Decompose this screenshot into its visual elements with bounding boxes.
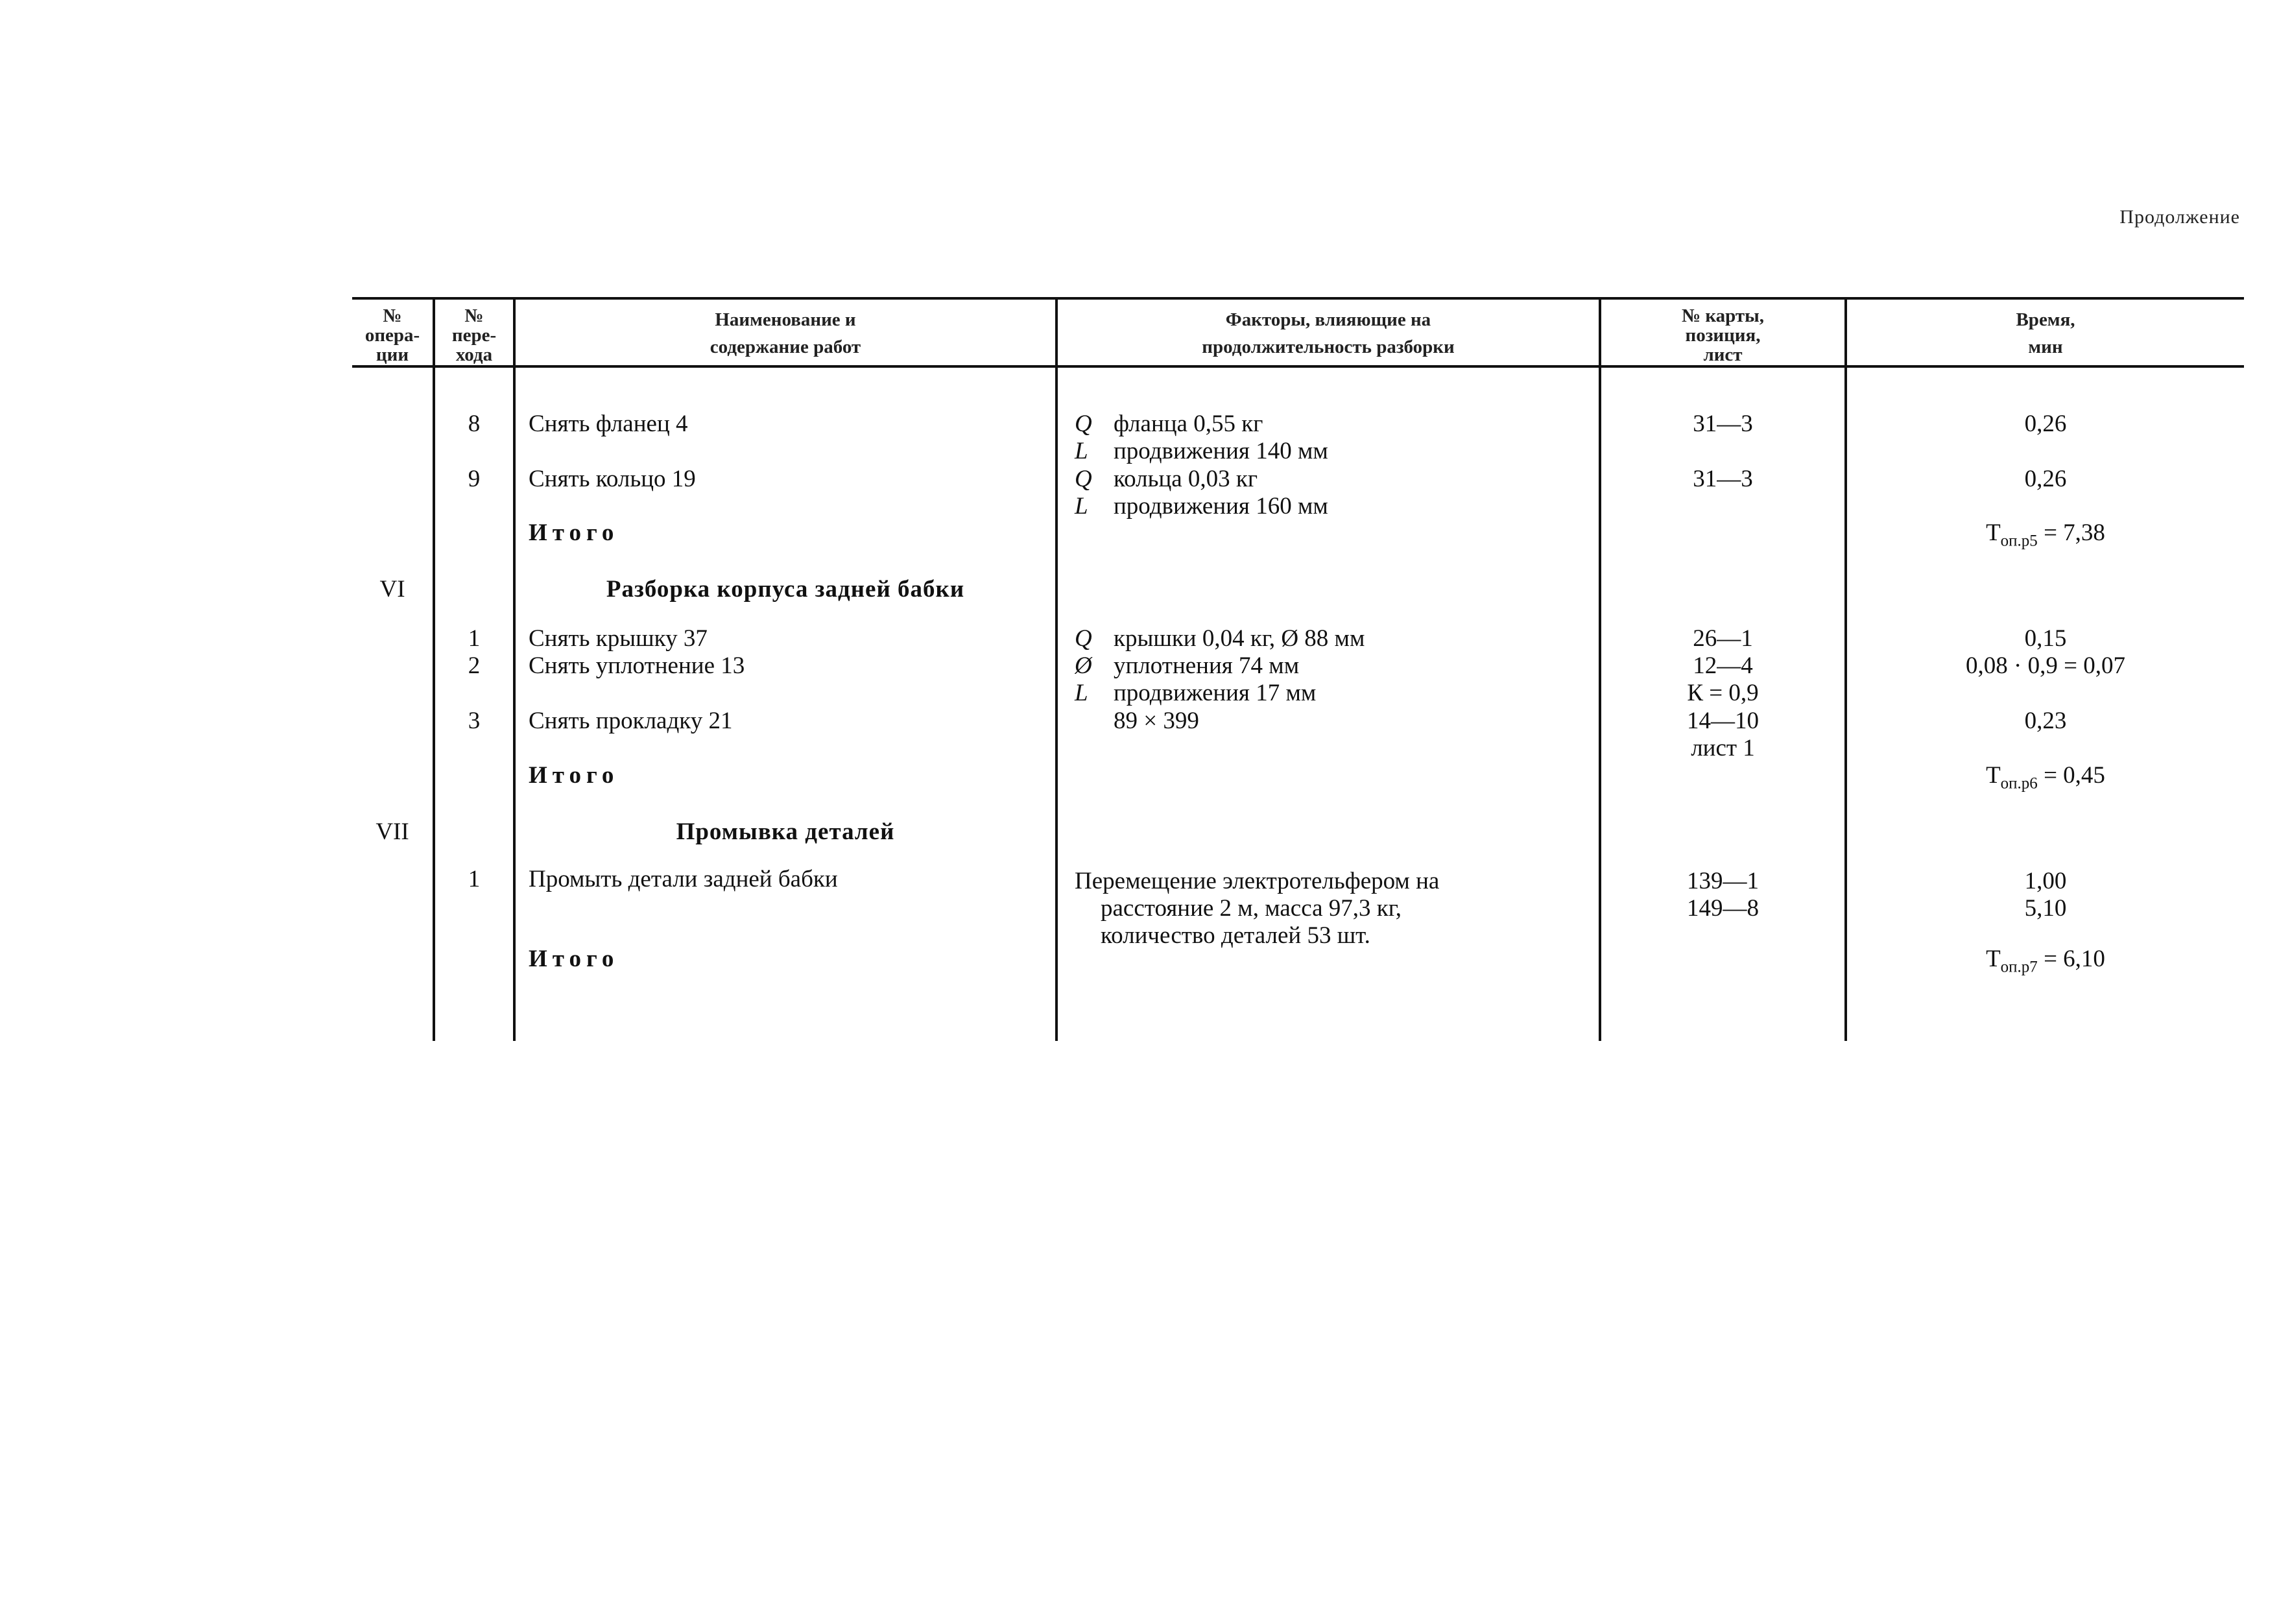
operation-no: VI	[379, 576, 405, 603]
factor-line: 89 × 399	[1114, 708, 1199, 734]
total-time: $T_{оп.р7} = 6,10$	[1986, 946, 2105, 976]
header-step-no: № пере- хода	[451, 305, 497, 365]
table-header-rule	[352, 365, 2244, 368]
header-card-position: № карты, позиция, лист	[1681, 305, 1765, 365]
card-position: 139—1	[1687, 868, 1759, 894]
card-coefficient: К = 0,9	[1687, 680, 1759, 706]
work-name: Снять фланец 4	[529, 411, 688, 437]
work-name: Снять уплотнение 13	[529, 652, 745, 679]
time-value: 0,23	[2024, 708, 2067, 734]
time-value: 0,26	[2024, 411, 2067, 437]
table-top-rule	[352, 297, 2244, 300]
work-name: Снять прокладку 21	[529, 708, 733, 734]
step-no: 3	[468, 708, 481, 734]
work-name: Снять крышку 37	[529, 625, 708, 652]
total-time: $T_{оп.р6} = 0,45$	[1986, 762, 2105, 793]
header-operation-no: № опера- ции	[364, 305, 420, 365]
card-position: 12—4	[1693, 652, 1753, 679]
time-value: 0,08 · 0,9 = 0,07	[1966, 652, 2125, 679]
work-name: Промыть детали задней бабки	[529, 866, 838, 892]
step-no: 8	[468, 411, 481, 437]
operation-no: VII	[376, 818, 409, 845]
card-position: 149—8	[1687, 895, 1759, 922]
header-work-name: Наименование и содержание работ	[710, 309, 861, 357]
factor-line: L продвижения 140 мм	[1075, 438, 1328, 464]
step-no: 1	[468, 625, 481, 652]
section-title: Промывка деталей	[676, 818, 895, 845]
factor-line: количество деталей 53 шт.	[1101, 922, 1370, 949]
card-position: 31—3	[1693, 411, 1753, 437]
section-title: Разборка корпуса задней бабки	[606, 576, 965, 603]
step-no: 2	[468, 652, 481, 679]
factor-line: Q фланца 0,55 кг	[1075, 411, 1263, 437]
factor-line: Перемещение электротельфером на	[1075, 868, 1440, 894]
col-divider-2	[513, 297, 516, 1041]
continuation-label: Продолжение	[2119, 206, 2240, 228]
work-name: Снять кольцо 19	[529, 466, 696, 492]
factor-line: L продвижения 160 мм	[1075, 493, 1328, 519]
total-time: $T_{оп.р5} = 7,38$	[1986, 519, 2105, 550]
factor-line: расстояние 2 м, масса 97,3 кг,	[1101, 895, 1402, 922]
card-position: 14—10	[1687, 708, 1759, 734]
time-value: 5,10	[2024, 895, 2067, 922]
factor-line: Ø уплотнения 74 мм	[1075, 652, 1300, 679]
factor-line: Q кольца 0,03 кг	[1075, 466, 1258, 492]
step-no: 9	[468, 466, 481, 492]
time-value: 1,00	[2024, 868, 2067, 894]
card-position: 31—3	[1693, 466, 1753, 492]
step-no: 1	[468, 866, 481, 892]
col-divider-3	[1055, 297, 1058, 1041]
total-label: Итого	[529, 519, 619, 546]
time-value: 0,26	[2024, 466, 2067, 492]
time-value: 0,15	[2024, 625, 2067, 652]
total-label: Итого	[529, 946, 619, 972]
header-factors: Факторы, влияющие на продолжительность разборки	[1202, 309, 1455, 357]
header-time: Время, мин	[2016, 309, 2075, 357]
card-position: 26—1	[1693, 625, 1753, 652]
factor-line: Q крышки 0,04 кг, Ø 88 мм	[1075, 625, 1365, 652]
card-sheet: лист 1	[1691, 735, 1755, 761]
factor-line: L продвижения 17 мм	[1075, 680, 1317, 706]
total-label: Итого	[529, 762, 619, 789]
